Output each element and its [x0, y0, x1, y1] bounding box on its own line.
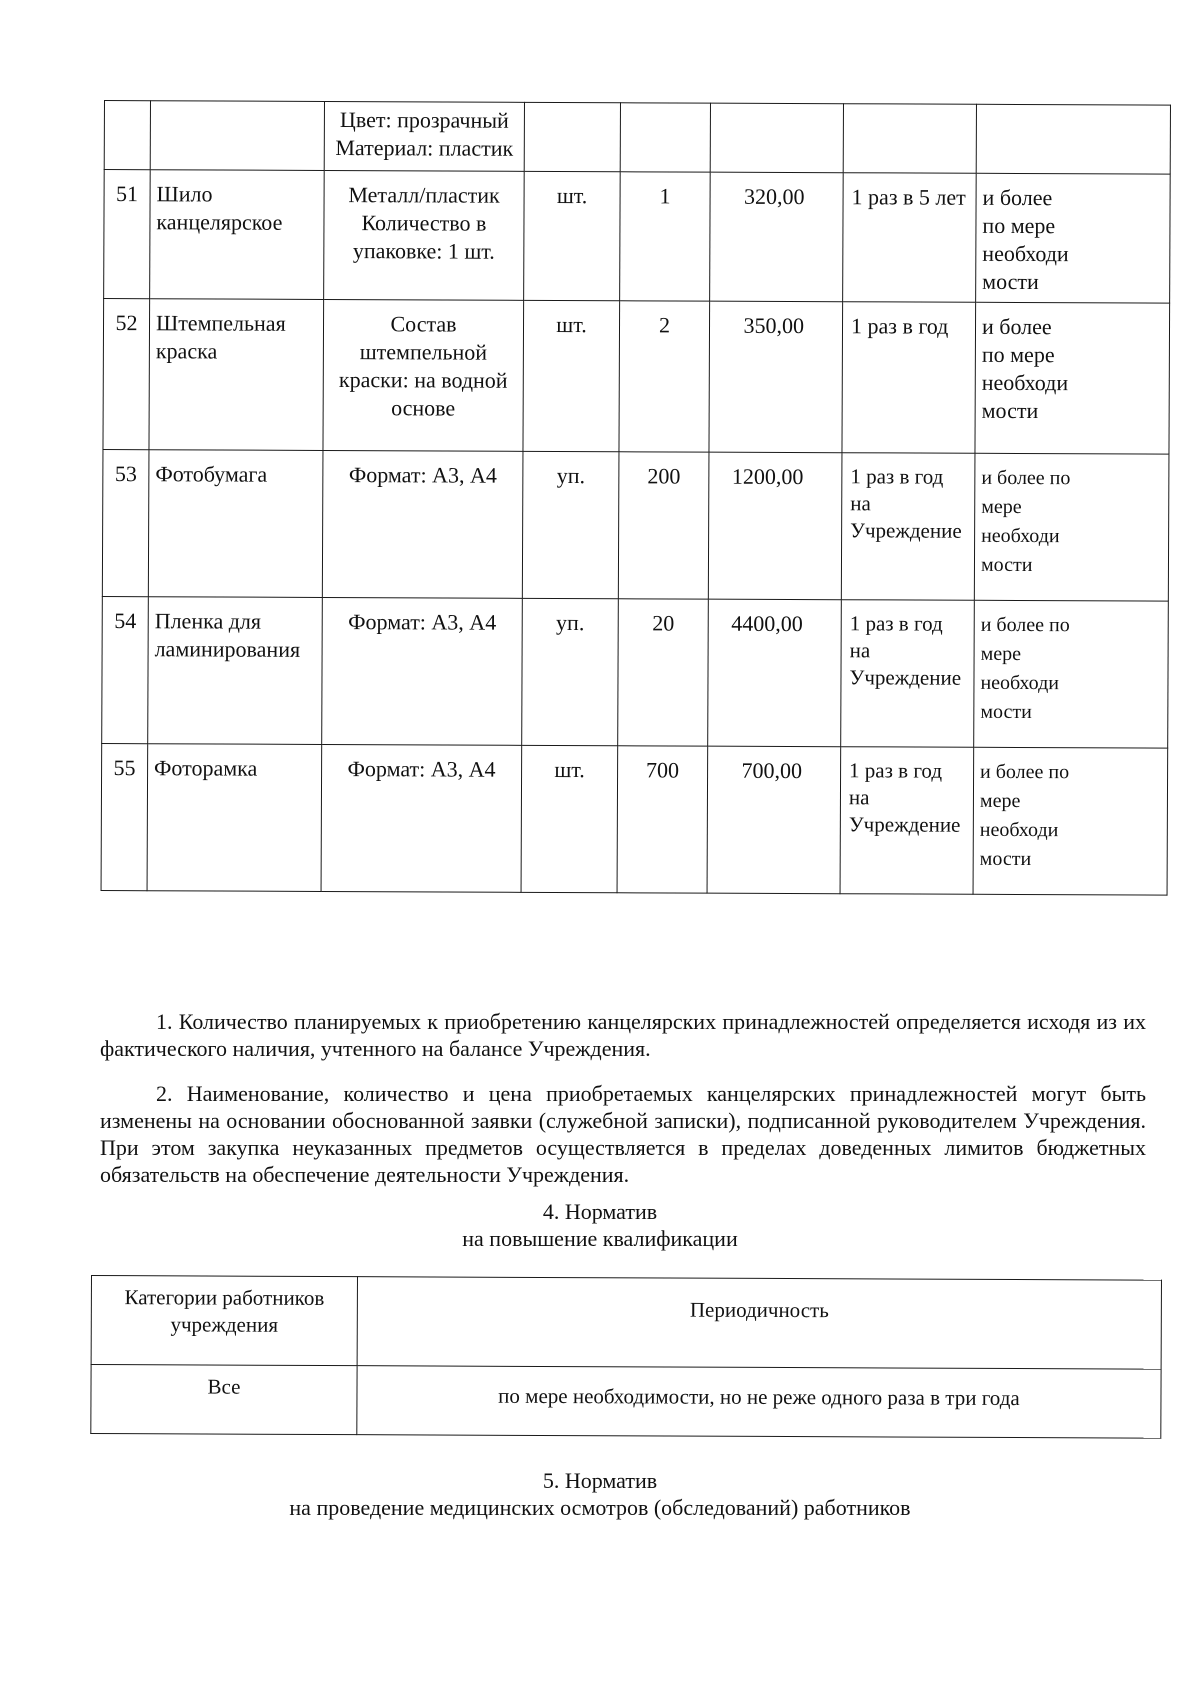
table-row [102, 596, 1169, 748]
characteristics-line: Формат: А3, А4 [347, 756, 496, 782]
cell-price [710, 103, 843, 173]
cell-unit: шт. [524, 171, 621, 300]
note-line: и более по [980, 613, 1070, 637]
cell-note [974, 453, 1169, 601]
cell-price: 320,00 [710, 172, 844, 302]
cell-characteristics [324, 101, 524, 171]
note-line: мере [981, 495, 1022, 519]
note-line: и более [981, 313, 1052, 340]
cell-qty: 700 [617, 746, 708, 893]
cell-num: 53 [102, 449, 149, 596]
section-4-heading [0, 1198, 1200, 1252]
cell-num: 55 [101, 743, 148, 890]
table-row [103, 299, 1170, 455]
qualification-table [90, 1275, 1162, 1439]
cell-note [976, 104, 1170, 174]
note-line: по мере [981, 341, 1055, 368]
note-line: необходи [980, 671, 1060, 695]
cell-characteristics [323, 299, 524, 451]
cell-price: 1200,00 [708, 452, 842, 600]
cell-price: 350,00 [709, 301, 843, 453]
header-periodicity: Периодичность [357, 1277, 1161, 1370]
table-header-row [91, 1276, 1161, 1370]
period-line: 1 раз в год [849, 758, 943, 783]
cell-period [842, 302, 976, 454]
cell-name [150, 170, 325, 300]
cell-qty: 20 [618, 599, 709, 746]
cell-price: 700,00 [707, 746, 841, 894]
period-line: Учреждение [848, 812, 961, 837]
characteristics-line: Формат: А3, А4 [348, 609, 497, 635]
name-line: Фоторамка [154, 755, 258, 781]
supplies-table [101, 100, 1171, 896]
period-line: 1 раз в год [849, 611, 943, 636]
cell-note [974, 600, 1169, 748]
cell-unit [524, 102, 620, 171]
section-5-heading [0, 1467, 1200, 1521]
period-line: на [849, 638, 871, 663]
period-line: на [848, 785, 870, 810]
cell-qty: 2 [619, 301, 710, 452]
cell-category: Все [91, 1365, 357, 1435]
cell-unit: уп. [522, 451, 619, 598]
note-line: и более [982, 184, 1053, 211]
cell-characteristics [321, 744, 522, 892]
cell-note [975, 302, 1170, 454]
paragraph-change-rule: 2. Наименование, количество и цена приобретаемых канцелярских принадлежностей могут быть изменены на основании обоснованной заявки (служебной записки), подписанной руководителем Учреждения. При этом закупка неуказанных предметов осуществляется в пределах доведенных лимитов бюджетных обязательств на обеспечение деятельности Учреждения. [100, 1081, 1146, 1187]
note-line: мере [980, 642, 1022, 666]
note-line: мере [979, 789, 1021, 813]
cell-name [150, 101, 324, 171]
cell-name [149, 299, 324, 451]
note-line: необходи [981, 369, 1069, 396]
period-line: 1 раз в год [850, 464, 944, 489]
cell-num: 54 [102, 596, 149, 743]
cell-periodicity: по мере необходимости, но не реже одного раза в три года [357, 1366, 1161, 1439]
characteristics-line: Количество в [361, 210, 487, 236]
cell-name [148, 450, 323, 598]
name-line: ламинирования [154, 636, 301, 662]
characteristics-line: Формат: А3, А4 [348, 462, 497, 488]
cell-name [148, 597, 323, 745]
characteristics-line: штемпельной [359, 339, 488, 365]
note-line: необходи [982, 240, 1069, 267]
paragraph-quantity-rule: 1. Количество планируемых к приобретению канцелярских принадлежностей определяется исходя из их фактического наличия, учтенного на балансе Учреждения. [100, 1009, 1146, 1061]
table-row [102, 449, 1169, 601]
cell-price: 4400,00 [708, 599, 842, 747]
name-line: Шило [156, 181, 213, 207]
characteristics-line: Состав [390, 311, 457, 337]
period-line: Учреждение [850, 518, 962, 543]
table-row [104, 170, 1171, 304]
cell-characteristics [322, 450, 523, 598]
cell-period [841, 453, 975, 601]
cell-num: 51 [104, 170, 151, 299]
section-5-title: 5. Норматив [542, 1468, 658, 1493]
cell-name [147, 744, 322, 892]
note-line: необходи [979, 818, 1059, 842]
cell-period [843, 173, 977, 303]
name-line: Фотобумага [155, 461, 268, 487]
cell-period [843, 104, 976, 174]
period-line: на [850, 491, 871, 516]
note-line: мости [981, 397, 1039, 424]
note-line: мости [979, 847, 1032, 871]
cell-period [840, 747, 974, 895]
period-line: 1 раз в год [850, 313, 949, 339]
cell-unit: шт. [521, 745, 618, 892]
cell-characteristics [322, 597, 523, 745]
note-line: необходи [981, 524, 1060, 548]
period-line: 1 раз в 5 лет [851, 184, 966, 210]
cell-qty: 1 [620, 172, 711, 301]
note-line: и более по [980, 760, 1070, 784]
note-line: мости [980, 553, 1033, 577]
name-line: Штемпельная [155, 310, 286, 336]
table-row [91, 1365, 1161, 1439]
table-row [104, 101, 1170, 175]
note-line: мости [982, 268, 1039, 295]
section-4-subtitle: на повышение квалификации [462, 1226, 738, 1251]
characteristics-line: краски: на водной [338, 367, 508, 393]
cell-unit: шт. [523, 300, 620, 451]
cell-note [973, 747, 1168, 895]
cell-note [976, 173, 1171, 303]
cell-num: 52 [103, 299, 150, 450]
note-line: и более по [981, 466, 1071, 490]
characteristics-line: Металл/пластик [348, 182, 500, 208]
section-5-subtitle: на проведение медицинских осмотров (обследований) работников [289, 1495, 911, 1520]
char-line: Цвет: прозрачный [339, 107, 509, 133]
cell-period [841, 600, 975, 748]
name-line: канцелярское [156, 209, 283, 235]
period-line: Учреждение [849, 665, 962, 690]
cell-qty [620, 103, 710, 172]
char-line: Материал: пластик [335, 135, 514, 161]
name-line: краска [155, 338, 218, 364]
cell-characteristics [324, 170, 525, 300]
cell-unit: уп. [522, 598, 619, 745]
header-category [91, 1276, 357, 1366]
characteristics-line: упаковке: 1 шт. [352, 238, 495, 264]
table-row [101, 743, 1168, 895]
cell-num [104, 101, 150, 170]
header-category-line: Категории работников [124, 1285, 325, 1311]
note-line: мости [980, 700, 1032, 724]
cell-qty: 200 [618, 452, 709, 599]
note-line: по мере [982, 212, 1056, 239]
header-category-line: учреждения [170, 1312, 279, 1337]
name-line: Пленка для [154, 608, 262, 634]
characteristics-line: основе [391, 395, 456, 421]
section-4-title: 4. Норматив [542, 1199, 658, 1224]
